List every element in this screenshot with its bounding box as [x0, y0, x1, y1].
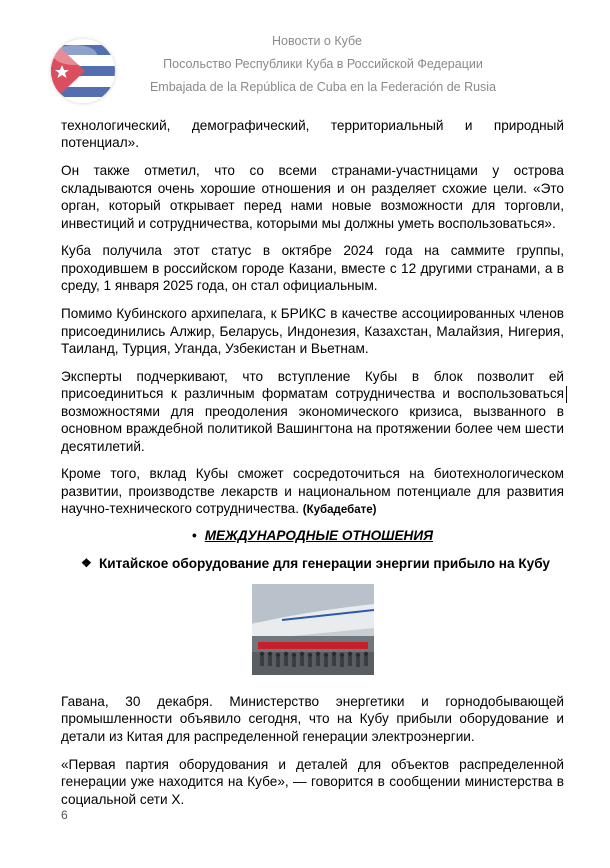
paragraph-havana: Гавана, 30 декабря. Министерство энергетики и горнодобывающей промышленности объявило сегодня, что на Кубу прибыли оборудование и детали из Китая для распределенной генерации электроэнергии. [61, 694, 564, 744]
section-title: МЕЖДУНАРОДНЫЕ ОТНОШЕНИЯ [204, 527, 434, 543]
source-credit: (Кубадебате) [302, 504, 377, 517]
paragraph-potential: технологический, демографический, территориальный и природный потенциал». [61, 118, 564, 151]
paragraph-first-batch: «Первая партия оборудования и деталей для объектов распределенной генерации уже находится на Кубе», — говорится в сообщении министерства в социальной сети Х. [61, 756, 564, 807]
paragraph-experts: Эксперты подчеркивают, что вступление Кубы в блок позволит ей присоединиться к различным форматам сотрудничества и воспользоваться возможностями для преодоления экономического кризиса, вызванного в основном враждебной политикой Вашингтона на протяжении более чем шести десятилетий. [61, 368, 564, 454]
bullet-icon: • [191, 527, 197, 543]
header-embassy-es: Embajada de la República de Cuba en la Federación de Rusia [149, 80, 497, 94]
news-headline-text: Китайское оборудование для генерации энергии прибыло на Кубу [99, 555, 550, 571]
paragraph-relations: Он также отметил, что со всеми странами-участницами у острова складываются очень хорошие отношения и он разделяет схожие цели. «Это орган, который открывает перед нами новые возможности для торговли, инвестиций и сотрудничества, которыми мы должны уметь воспользоваться». [61, 163, 564, 231]
paragraph-status: Куба получила этот статус в октябре 2024 года на саммите группы, проходившем в российском городе Казани, вместе с 12 другими странами, а в среду, 1 января 2025 года, он стал официальным. [61, 243, 564, 294]
news-headline [61, 555, 564, 572]
header-title: Новости о Кубе [272, 34, 362, 48]
header-embassy-ru: Посольство Республики Куба в Российской Федерации [163, 57, 483, 71]
paragraph-contribution [61, 465, 564, 519]
text-cursor [566, 386, 567, 403]
page-number: 6 [61, 808, 68, 822]
document-body [61, 117, 564, 818]
diamond-bullet-icon: ❖ [81, 555, 92, 570]
paragraph-members: Помимо Кубинского архипелага, к БРИКС в качестве ассоциированных членов присоединились Алжир, Беларусь, Индонезия, Казахстан, Малайзия, Нигерия, Таиланд, Турция, Уганда, Узбекистан и Вьетнам. [61, 306, 564, 356]
paragraph-contribution-text: Кроме того, вклад Кубы сможет сосредоточиться на биотехнологическом развитии, производстве лекарств и национальном потенциале для развития научно-технического сотрудничества. [61, 466, 564, 517]
page-header [0, 0, 610, 112]
section-heading [61, 528, 564, 543]
equipment-arrival-photo [252, 584, 374, 675]
